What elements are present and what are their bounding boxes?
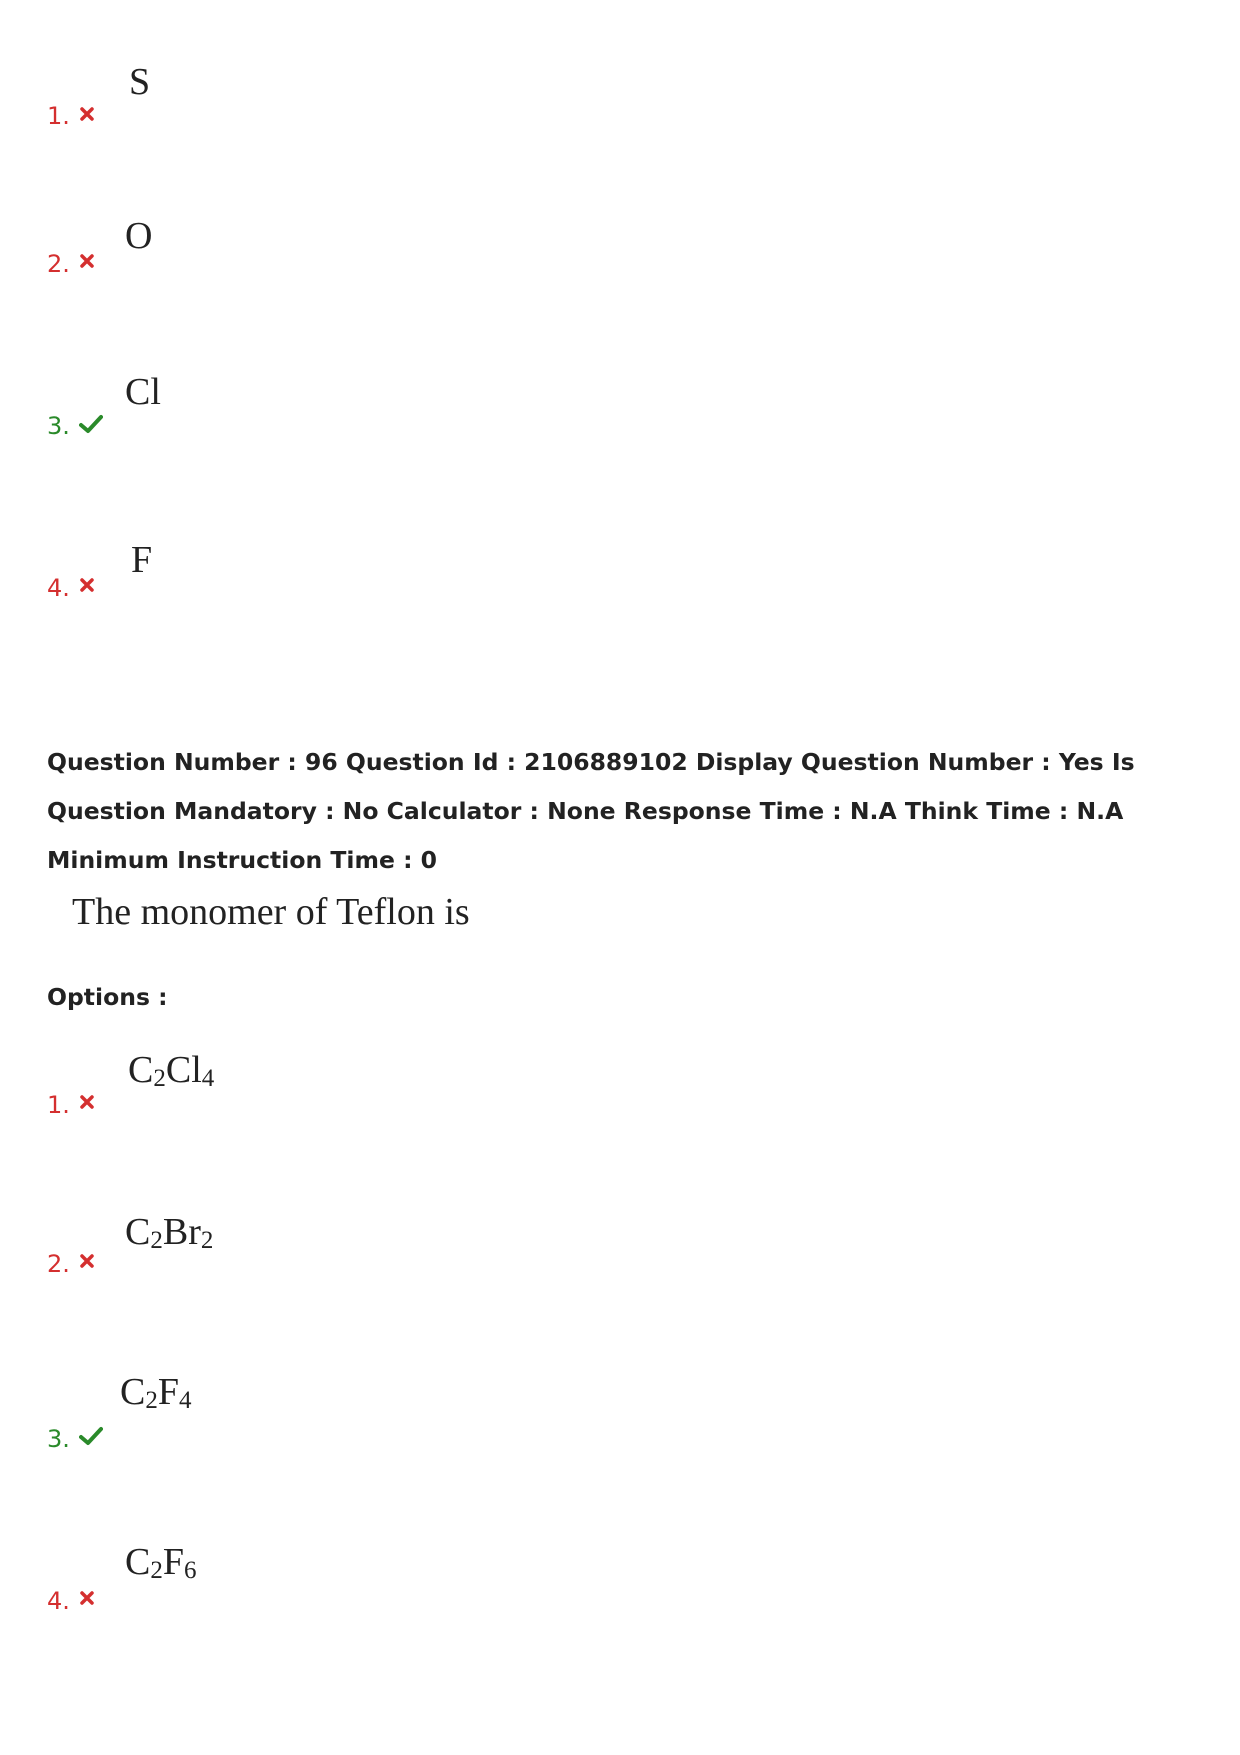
- cross-icon: [79, 1094, 95, 1110]
- formula-part: Cl: [165, 1049, 202, 1091]
- question-stem: The monomer of Teflon is: [72, 891, 470, 933]
- formula-part: C: [128, 1049, 154, 1091]
- cross-icon: [79, 1253, 95, 1269]
- formula-part: F: [162, 1541, 184, 1583]
- option-number: 3.: [47, 412, 70, 440]
- option-value: O: [125, 215, 153, 257]
- option-value: F: [131, 539, 153, 581]
- option-number: 1.: [47, 1091, 70, 1119]
- option-number: 3.: [47, 1425, 70, 1453]
- option-formula: [128, 1048, 214, 1093]
- option-number: 1.: [47, 102, 70, 130]
- option-2: [47, 1210, 747, 1310]
- formula-subscript: 2: [200, 1227, 214, 1254]
- option-value: S: [129, 61, 151, 103]
- option-4: [47, 1540, 747, 1640]
- prev-option-4: [47, 538, 747, 638]
- option-value: Cl: [125, 371, 161, 413]
- formula-part: C: [125, 1541, 151, 1583]
- formula-subscript: 2: [145, 1387, 158, 1414]
- option-formula: [125, 1540, 197, 1585]
- option-number: 4.: [47, 574, 70, 602]
- formula-subscript: 2: [150, 1557, 163, 1584]
- option-3: [47, 1370, 747, 1470]
- formula-subscript: 4: [179, 1387, 192, 1414]
- cross-icon: [79, 1590, 95, 1606]
- cross-icon: [79, 106, 95, 122]
- formula-subscript: 2: [150, 1227, 163, 1254]
- option-number: 4.: [47, 1587, 70, 1615]
- formula-subscript: 6: [184, 1557, 197, 1584]
- cross-icon: [79, 577, 95, 593]
- formula-part: C: [120, 1371, 146, 1413]
- option-number: 2.: [47, 250, 70, 278]
- options-label: Options :: [47, 983, 168, 1011]
- option-formula: [120, 1370, 192, 1415]
- option-number: 2.: [47, 1250, 70, 1278]
- check-icon: [79, 414, 103, 434]
- formula-part: C: [125, 1211, 151, 1253]
- check-icon: [79, 1426, 103, 1446]
- prev-option-2: [47, 214, 747, 314]
- prev-option-3: [47, 370, 747, 470]
- question-meta: Question Number : 96 Question Id : 2106889102 Display Question Number : Yes Is Question Mandatory : No Calculator : None Response Time : N.A Think Time : N.A Minimum Instruction Time : 0: [47, 748, 1135, 874]
- formula-subscript: 2: [153, 1065, 166, 1092]
- option-1: [47, 1048, 747, 1148]
- formula-part: F: [157, 1371, 179, 1413]
- cross-icon: [79, 253, 95, 269]
- prev-option-1: [47, 60, 747, 160]
- formula-part: Br: [162, 1211, 201, 1253]
- formula-subscript: 4: [201, 1065, 215, 1092]
- option-formula: [125, 1210, 213, 1255]
